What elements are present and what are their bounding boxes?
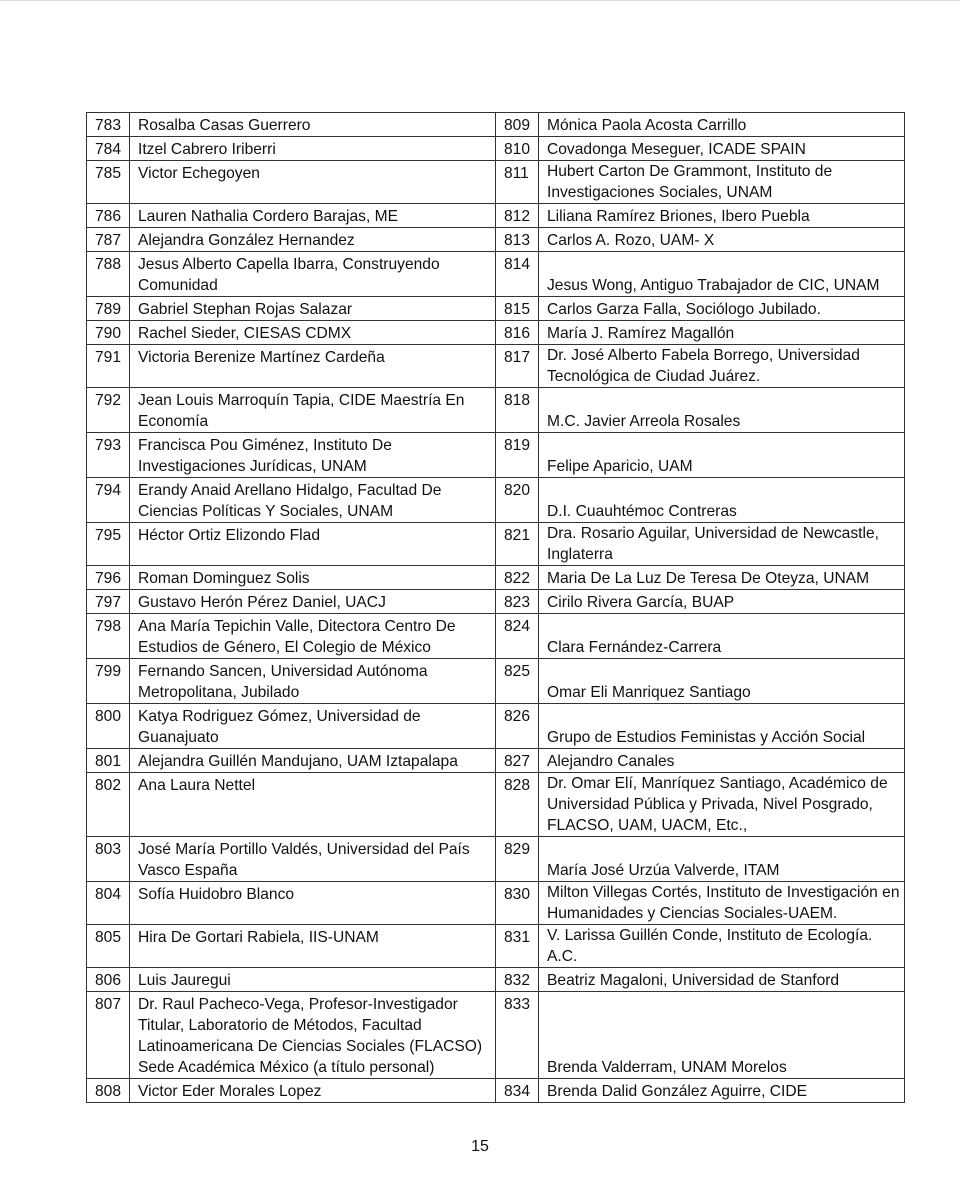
right-name: Carlos Garza Falla, Sociólogo Jubilado.	[539, 297, 905, 321]
right-number: 822	[496, 566, 539, 590]
table-row	[87, 749, 905, 773]
right-name: Dra. Rosario Aguilar, Universidad de Newcastle, Inglaterra	[539, 523, 905, 566]
table-row	[87, 992, 905, 1079]
left-name: Roman Dominguez Solis	[130, 566, 496, 590]
table-row	[87, 113, 905, 137]
page-number: 15	[471, 1138, 489, 1155]
signatories-table-body	[87, 113, 905, 1103]
right-number: 830	[496, 882, 539, 925]
table-row	[87, 968, 905, 992]
right-number: 819	[496, 433, 539, 478]
table-row	[87, 523, 905, 566]
left-name: Rachel Sieder, CIESAS CDMX	[130, 321, 496, 345]
table-row	[87, 1079, 905, 1103]
left-number: 800	[87, 704, 130, 749]
right-name: Carlos A. Rozo, UAM- X	[539, 228, 905, 252]
right-name: Grupo de Estudios Feministas y Acción Social	[539, 704, 905, 749]
right-number: 810	[496, 137, 539, 161]
left-number: 806	[87, 968, 130, 992]
right-name: Cirilo Rivera García, BUAP	[539, 590, 905, 614]
left-number: 794	[87, 478, 130, 523]
right-number: 815	[496, 297, 539, 321]
right-number: 820	[496, 478, 539, 523]
left-name: Héctor Ortiz Elizondo Flad	[130, 523, 496, 566]
right-number: 827	[496, 749, 539, 773]
right-name: Brenda Dalid González Aguirre, CIDE	[539, 1079, 905, 1103]
table-row	[87, 566, 905, 590]
left-number: 783	[87, 113, 130, 137]
left-name: Gabriel Stephan Rojas Salazar	[130, 297, 496, 321]
table-row	[87, 433, 905, 478]
left-number: 784	[87, 137, 130, 161]
right-number: 818	[496, 388, 539, 433]
left-number: 799	[87, 659, 130, 704]
table-row	[87, 478, 905, 523]
left-name: Alejandra González Hernandez	[130, 228, 496, 252]
table-row	[87, 388, 905, 433]
right-name: V. Larissa Guillén Conde, Instituto de Ecología. A.C.	[539, 925, 905, 968]
right-name: Maria De La Luz De Teresa De Oteyza, UNAM	[539, 566, 905, 590]
left-number: 802	[87, 773, 130, 837]
right-number: 826	[496, 704, 539, 749]
left-name: Victor Echegoyen	[130, 161, 496, 204]
table-row	[87, 297, 905, 321]
right-name: Mónica Paola Acosta Carrillo	[539, 113, 905, 137]
left-name: Hira De Gortari Rabiela, IIS-UNAM	[130, 925, 496, 968]
right-name: Jesus Wong, Antiguo Trabajador de CIC, UNAM	[539, 252, 905, 297]
table-row	[87, 773, 905, 837]
right-name: M.C. Javier Arreola Rosales	[539, 388, 905, 433]
left-number: 798	[87, 614, 130, 659]
table-row	[87, 345, 905, 388]
left-number: 795	[87, 523, 130, 566]
right-number: 813	[496, 228, 539, 252]
left-name: Gustavo Herón Pérez Daniel, UACJ	[130, 590, 496, 614]
left-number: 805	[87, 925, 130, 968]
left-name: Katya Rodriguez Gómez, Universidad de Guanajuato	[130, 704, 496, 749]
right-name: Felipe Aparicio, UAM	[539, 433, 905, 478]
right-name: María J. Ramírez Magallón	[539, 321, 905, 345]
right-number: 831	[496, 925, 539, 968]
table-row	[87, 228, 905, 252]
right-name: Clara Fernández-Carrera	[539, 614, 905, 659]
right-name: D.I. Cuauhtémoc Contreras	[539, 478, 905, 523]
left-number: 803	[87, 837, 130, 882]
left-name: Francisca Pou Giménez, Instituto De Investigaciones Jurídicas, UNAM	[130, 433, 496, 478]
table-row	[87, 204, 905, 228]
table-row	[87, 837, 905, 882]
right-name: Covadonga Meseguer, ICADE SPAIN	[539, 137, 905, 161]
right-number: 828	[496, 773, 539, 837]
right-name: Milton Villegas Cortés, Instituto de Investigación en Humanidades y Ciencias Sociales-UAEM.	[539, 882, 905, 925]
left-name: Dr. Raul Pacheco-Vega, Profesor-Investigador Titular, Laboratorio de Métodos, Facultad Latinoamericana De Ciencias Sociales (FLACSO) Sede Académica México (a título personal)	[130, 992, 496, 1079]
left-number: 792	[87, 388, 130, 433]
left-name: Jesus Alberto Capella Ibarra, Construyendo Comunidad	[130, 252, 496, 297]
right-name: Liliana Ramírez Briones, Ibero Puebla	[539, 204, 905, 228]
left-number: 793	[87, 433, 130, 478]
right-number: 814	[496, 252, 539, 297]
left-number: 790	[87, 321, 130, 345]
left-number: 785	[87, 161, 130, 204]
right-number: 834	[496, 1079, 539, 1103]
left-name: Alejandra Guillén Mandujano, UAM Iztapalapa	[130, 749, 496, 773]
right-number: 809	[496, 113, 539, 137]
right-name: Dr. José Alberto Fabela Borrego, Universidad Tecnológica de Ciudad Juárez.	[539, 345, 905, 388]
left-number: 807	[87, 992, 130, 1079]
right-name: María José Urzúa Valverde, ITAM	[539, 837, 905, 882]
left-name: Fernando Sancen, Universidad Autónoma Metropolitana, Jubilado	[130, 659, 496, 704]
right-name: Omar Eli Manriquez Santiago	[539, 659, 905, 704]
left-name: Sofía Huidobro Blanco	[130, 882, 496, 925]
table-row	[87, 590, 905, 614]
table-row	[87, 137, 905, 161]
right-number: 812	[496, 204, 539, 228]
table-row	[87, 925, 905, 968]
right-number: 821	[496, 523, 539, 566]
signatories-table	[86, 112, 905, 1103]
left-name: Victoria Berenize Martínez Cardeña	[130, 345, 496, 388]
left-name: José María Portillo Valdés, Universidad del País Vasco España	[130, 837, 496, 882]
left-name: Erandy Anaid Arellano Hidalgo, Facultad De Ciencias Políticas Y Sociales, UNAM	[130, 478, 496, 523]
left-name: Jean Louis Marroquín Tapia, CIDE Maestría En Economía	[130, 388, 496, 433]
table-row	[87, 252, 905, 297]
right-name: Beatriz Magaloni, Universidad de Stanford	[539, 968, 905, 992]
left-number: 796	[87, 566, 130, 590]
page-top-edge	[0, 0, 960, 1]
table-row	[87, 614, 905, 659]
table-row	[87, 659, 905, 704]
table-row	[87, 882, 905, 925]
right-name: Brenda Valderram, UNAM Morelos	[539, 992, 905, 1079]
left-number: 808	[87, 1079, 130, 1103]
table-row	[87, 161, 905, 204]
left-number: 801	[87, 749, 130, 773]
right-number: 825	[496, 659, 539, 704]
left-number: 786	[87, 204, 130, 228]
left-number: 789	[87, 297, 130, 321]
left-name: Lauren Nathalia Cordero Barajas, ME	[130, 204, 496, 228]
right-name: Alejandro Canales	[539, 749, 905, 773]
right-number: 823	[496, 590, 539, 614]
right-number: 829	[496, 837, 539, 882]
table-row	[87, 704, 905, 749]
right-number: 833	[496, 992, 539, 1079]
left-number: 788	[87, 252, 130, 297]
right-name: Dr. Omar Elí, Manríquez Santiago, Académico de Universidad Pública y Privada, Nivel Posgrado, FLACSO, UAM, UACM, Etc.,	[539, 773, 905, 837]
right-number: 811	[496, 161, 539, 204]
left-number: 797	[87, 590, 130, 614]
left-name: Rosalba Casas Guerrero	[130, 113, 496, 137]
left-name: Luis Jauregui	[130, 968, 496, 992]
right-name: Hubert Carton De Grammont, Instituto de Investigaciones Sociales, UNAM	[539, 161, 905, 204]
left-name: Ana Laura Nettel	[130, 773, 496, 837]
right-number: 816	[496, 321, 539, 345]
right-number: 824	[496, 614, 539, 659]
left-number: 787	[87, 228, 130, 252]
left-number: 804	[87, 882, 130, 925]
right-number: 832	[496, 968, 539, 992]
right-number: 817	[496, 345, 539, 388]
left-name: Ana María Tepichin Valle, Ditectora Centro De Estudios de Género, El Colegio de México	[130, 614, 496, 659]
left-name: Itzel Cabrero Iriberri	[130, 137, 496, 161]
table-row	[87, 321, 905, 345]
left-number: 791	[87, 345, 130, 388]
left-name: Victor Eder Morales Lopez	[130, 1079, 496, 1103]
